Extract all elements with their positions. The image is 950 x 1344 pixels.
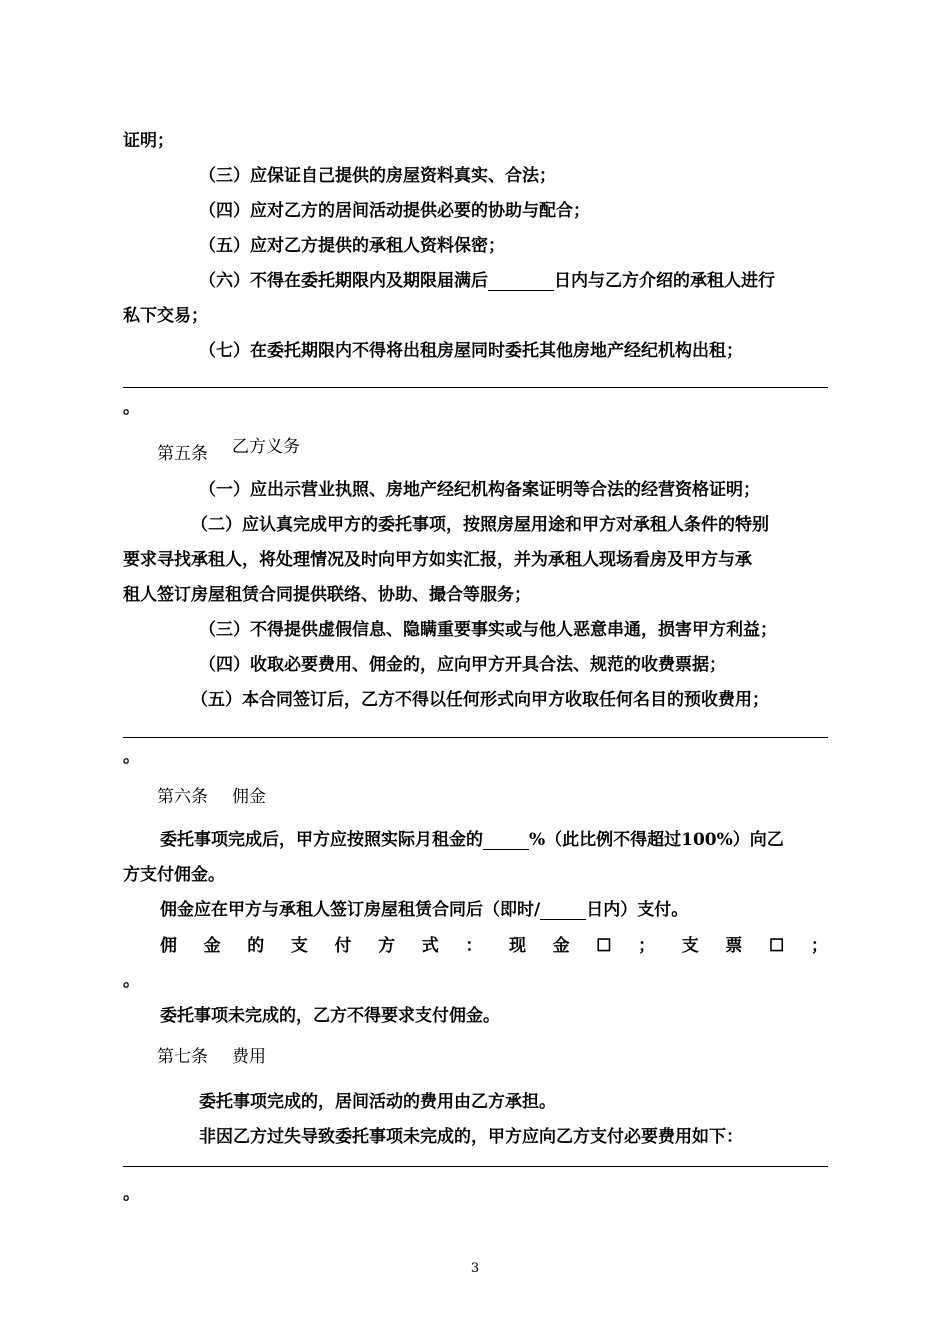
char: 金 bbox=[203, 936, 221, 956]
article-number: 第五条 bbox=[157, 444, 208, 464]
text-segment: 佣金应在甲方与承租人签订房屋租赁合同后（即时/ bbox=[160, 900, 541, 920]
blank-field bbox=[483, 831, 529, 850]
text-line: 委托事项完成的，居间活动的费用由乙方承担。 bbox=[199, 1092, 556, 1112]
text-segment: （六）不得在委托期限内及期限届满后 bbox=[199, 271, 488, 291]
period-mark: 。 bbox=[123, 747, 140, 767]
text-segment: 日内）支付。 bbox=[586, 900, 689, 920]
text-line: 证明； bbox=[123, 131, 174, 151]
char: 佣 bbox=[160, 936, 177, 956]
article-number: 第六条 bbox=[157, 787, 208, 807]
text-line: （七）在委托期限内不得将出租房屋同时委托其他房地产经纪机构出租； bbox=[199, 341, 743, 361]
text-line: 方支付佣金。 bbox=[123, 865, 225, 885]
payment-method-line bbox=[160, 936, 828, 956]
page-number: 3 bbox=[470, 1261, 480, 1276]
text-segment: 委托事项完成后，甲方应按照实际月租金的 bbox=[160, 830, 483, 850]
char: 支 bbox=[681, 936, 699, 956]
period-mark: 。 bbox=[123, 398, 140, 418]
char: ： bbox=[465, 936, 483, 956]
char: ； bbox=[810, 936, 828, 956]
text-line: （三）应保证自己提供的房屋资料真实、合法； bbox=[199, 166, 556, 186]
text-line: 租人签订房屋租赁合同提供联络、协助、撮合等服务； bbox=[123, 585, 531, 605]
char: 支 bbox=[290, 936, 308, 956]
char: 金 bbox=[552, 936, 570, 956]
blank-field bbox=[488, 272, 554, 291]
article-number: 第七条 bbox=[157, 1047, 208, 1067]
text-line: （四）应对乙方的居间活动提供必要的协助与配合； bbox=[199, 201, 590, 221]
text-line: 委托事项未完成的，乙方不得要求支付佣金。 bbox=[160, 1006, 500, 1026]
article-title: 乙方义务 bbox=[232, 437, 300, 457]
text-line: （一）应出示营业执照、房地产经纪机构备案证明等合法的经营资格证明； bbox=[199, 480, 760, 500]
text-line: 要求寻找承租人，将处理情况及时向甲方如实汇报，并为承租人现场看房及甲方与承 bbox=[123, 550, 752, 570]
fill-in-line bbox=[123, 387, 828, 388]
blank-field bbox=[540, 901, 586, 920]
period-mark: 。 bbox=[123, 971, 140, 991]
text-line bbox=[160, 830, 784, 850]
text-line: （二）应认真完成甲方的委托事项，按照房屋用途和甲方对承租人条件的特别 bbox=[191, 515, 769, 535]
fill-in-line bbox=[123, 1166, 828, 1167]
char: ； bbox=[638, 936, 656, 956]
article-title: 费用 bbox=[232, 1047, 266, 1067]
char: 方 bbox=[378, 936, 396, 956]
article-title: 佣金 bbox=[232, 787, 266, 807]
text-line: （五）应对乙方提供的承租人资料保密； bbox=[199, 236, 505, 256]
char: 的 bbox=[247, 936, 265, 956]
char: 式 bbox=[421, 936, 439, 956]
char: 现 bbox=[509, 936, 526, 956]
text-segment: 日内与乙方介绍的承租人进行 bbox=[554, 271, 775, 291]
char: 付 bbox=[334, 936, 352, 956]
text-line bbox=[199, 271, 775, 291]
period-mark: 。 bbox=[123, 1184, 140, 1204]
text-line: 非因乙方过失导致委托事项未完成的，甲方应向乙方支付必要费用如下： bbox=[199, 1127, 743, 1147]
text-line bbox=[160, 900, 688, 920]
check-checkbox[interactable]: ☐ bbox=[769, 936, 785, 956]
text-line: （四）收取必要费用、佣金的，应向甲方开具合法、规范的收费票据； bbox=[199, 655, 726, 675]
text-segment: %（此比例不得超过100%）向乙 bbox=[529, 830, 784, 850]
text-line: 私下交易； bbox=[123, 306, 208, 326]
cash-checkbox[interactable]: ☐ bbox=[596, 936, 612, 956]
text-line: （三）不得提供虚假信息、隐瞒重要事实或与他人恶意串通，损害甲方利益； bbox=[199, 620, 777, 640]
text-line: （五）本合同签订后，乙方不得以任何形式向甲方收取任何名目的预收费用； bbox=[191, 690, 769, 710]
fill-in-line bbox=[123, 737, 828, 738]
char: 票 bbox=[725, 936, 743, 956]
